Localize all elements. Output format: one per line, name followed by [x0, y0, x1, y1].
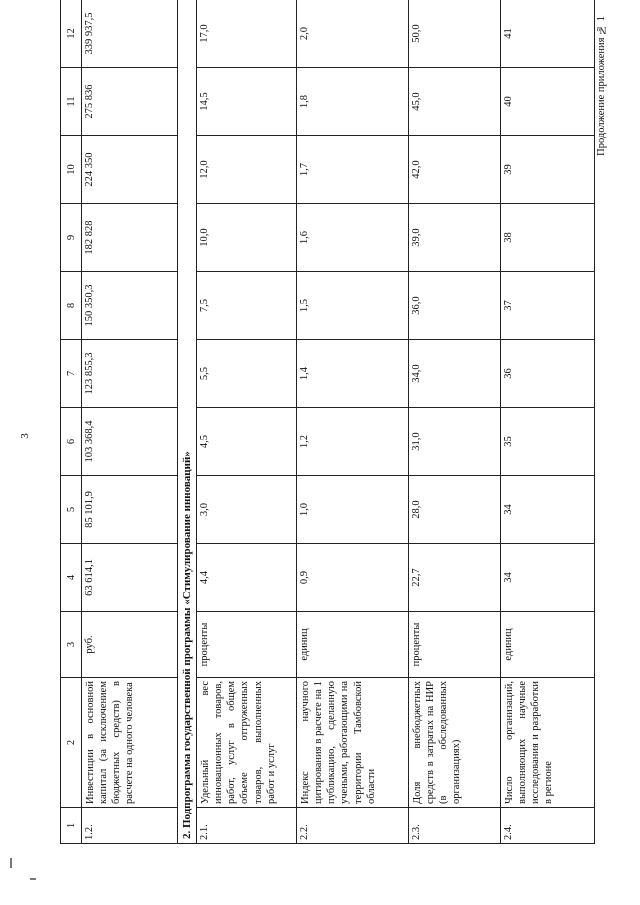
header-cell: 9: [61, 204, 82, 272]
section-row: [178, 0, 197, 844]
row-number: 2.2.: [297, 808, 409, 844]
value-cell: 34: [501, 476, 595, 544]
value-cell: 1,7: [297, 136, 409, 204]
header-cell: 4: [61, 544, 82, 612]
value-cell: 14,5: [197, 68, 297, 136]
value-cell: 39: [501, 136, 595, 204]
appendix-continuation-note: Продолжение приложения № 1: [596, 16, 607, 156]
value-cell: 1,8: [297, 68, 409, 136]
row-number: 1.2.: [82, 808, 178, 844]
value-cell: 1,0: [297, 476, 409, 544]
header-cell: 2: [61, 678, 82, 808]
value-cell: 45,0: [409, 68, 501, 136]
indicator-name: Удельный вес инновационных товаров, работ, услуг в общем объеме отгруженных товаров, выполненных работ и услуг: [197, 678, 297, 808]
value-cell: 103 368,4: [82, 408, 178, 476]
value-cell: 1,6: [297, 204, 409, 272]
unit-cell: проценты: [409, 612, 501, 678]
header-cell: 10: [61, 136, 82, 204]
value-cell: 39,0: [409, 204, 501, 272]
value-cell: 41: [501, 0, 595, 68]
value-cell: 3,0: [197, 476, 297, 544]
value-cell: 28,0: [409, 476, 501, 544]
value-cell: 34,0: [409, 340, 501, 408]
row-number: 2.4.: [501, 808, 595, 844]
indicator-name: Инвестиции в основной капитал (за исключением бюджетных средств) в расчете на одного человека: [82, 678, 178, 808]
header-cell: 11: [61, 68, 82, 136]
value-cell: 50,0: [409, 0, 501, 68]
value-cell: 1,2: [297, 408, 409, 476]
unit-cell: единиц: [297, 612, 409, 678]
unit-cell: руб.: [82, 612, 178, 678]
value-cell: 5,5: [197, 340, 297, 408]
rotated-table-wrapper: [60, 12, 588, 844]
scan-speck: [30, 878, 36, 880]
value-cell: 38: [501, 204, 595, 272]
unit-cell: проценты: [197, 612, 297, 678]
value-cell: 22,7: [409, 544, 501, 612]
value-cell: 339 937,5: [82, 0, 178, 68]
value-cell: 7,5: [197, 272, 297, 340]
indicators-table: [60, 0, 595, 844]
value-cell: 4,5: [197, 408, 297, 476]
value-cell: 1,5: [297, 272, 409, 340]
value-cell: 31,0: [409, 408, 501, 476]
unit-cell: единиц: [501, 612, 595, 678]
header-cell: 12: [61, 0, 82, 68]
section-title: 2. Подпрограмма государственной программы «Стимулирование инноваций»: [178, 0, 197, 844]
value-cell: 85 101,9: [82, 476, 178, 544]
table-row: [82, 0, 178, 844]
value-cell: 0,9: [297, 544, 409, 612]
value-cell: 4,4: [197, 544, 297, 612]
header-cell: 3: [61, 612, 82, 678]
value-cell: 42,0: [409, 136, 501, 204]
value-cell: 35: [501, 408, 595, 476]
table-row: [501, 0, 595, 844]
indicator-name: Доля внебюджетных средств в затратах на НИР (в обследованных организациях): [409, 678, 501, 808]
value-cell: 40: [501, 68, 595, 136]
value-cell: 10,0: [197, 204, 297, 272]
indicator-name: Число организаций, выполняющих научные исследования и разработки в регионе: [501, 678, 595, 808]
table-row: [197, 0, 297, 844]
indicator-name: Индекс научного цитирования в расчете на 1 публикацию, сделанную учеными, работающими на территории Тамбовской области: [297, 678, 409, 808]
table-row: [297, 0, 409, 844]
value-cell: 275 836: [82, 68, 178, 136]
row-number: 2.3.: [409, 808, 501, 844]
header-cell: 5: [61, 476, 82, 544]
page-number: 3: [18, 433, 31, 439]
value-cell: 63 614,1: [82, 544, 178, 612]
value-cell: 123 855,3: [82, 340, 178, 408]
table-header-row: [61, 0, 82, 844]
value-cell: 1,4: [297, 340, 409, 408]
scan-speck: [10, 858, 12, 868]
row-number: 2.1.: [197, 808, 297, 844]
header-cell: 7: [61, 340, 82, 408]
header-cell: 1: [61, 808, 82, 844]
header-cell: 8: [61, 272, 82, 340]
value-cell: 182 828: [82, 204, 178, 272]
value-cell: 2,0: [297, 0, 409, 68]
value-cell: 17,0: [197, 0, 297, 68]
value-cell: 36,0: [409, 272, 501, 340]
table-row: [409, 0, 501, 844]
value-cell: 150 350,3: [82, 272, 178, 340]
value-cell: 36: [501, 340, 595, 408]
value-cell: 12,0: [197, 136, 297, 204]
header-cell: 6: [61, 408, 82, 476]
value-cell: 34: [501, 544, 595, 612]
value-cell: 224 350: [82, 136, 178, 204]
value-cell: 37: [501, 272, 595, 340]
